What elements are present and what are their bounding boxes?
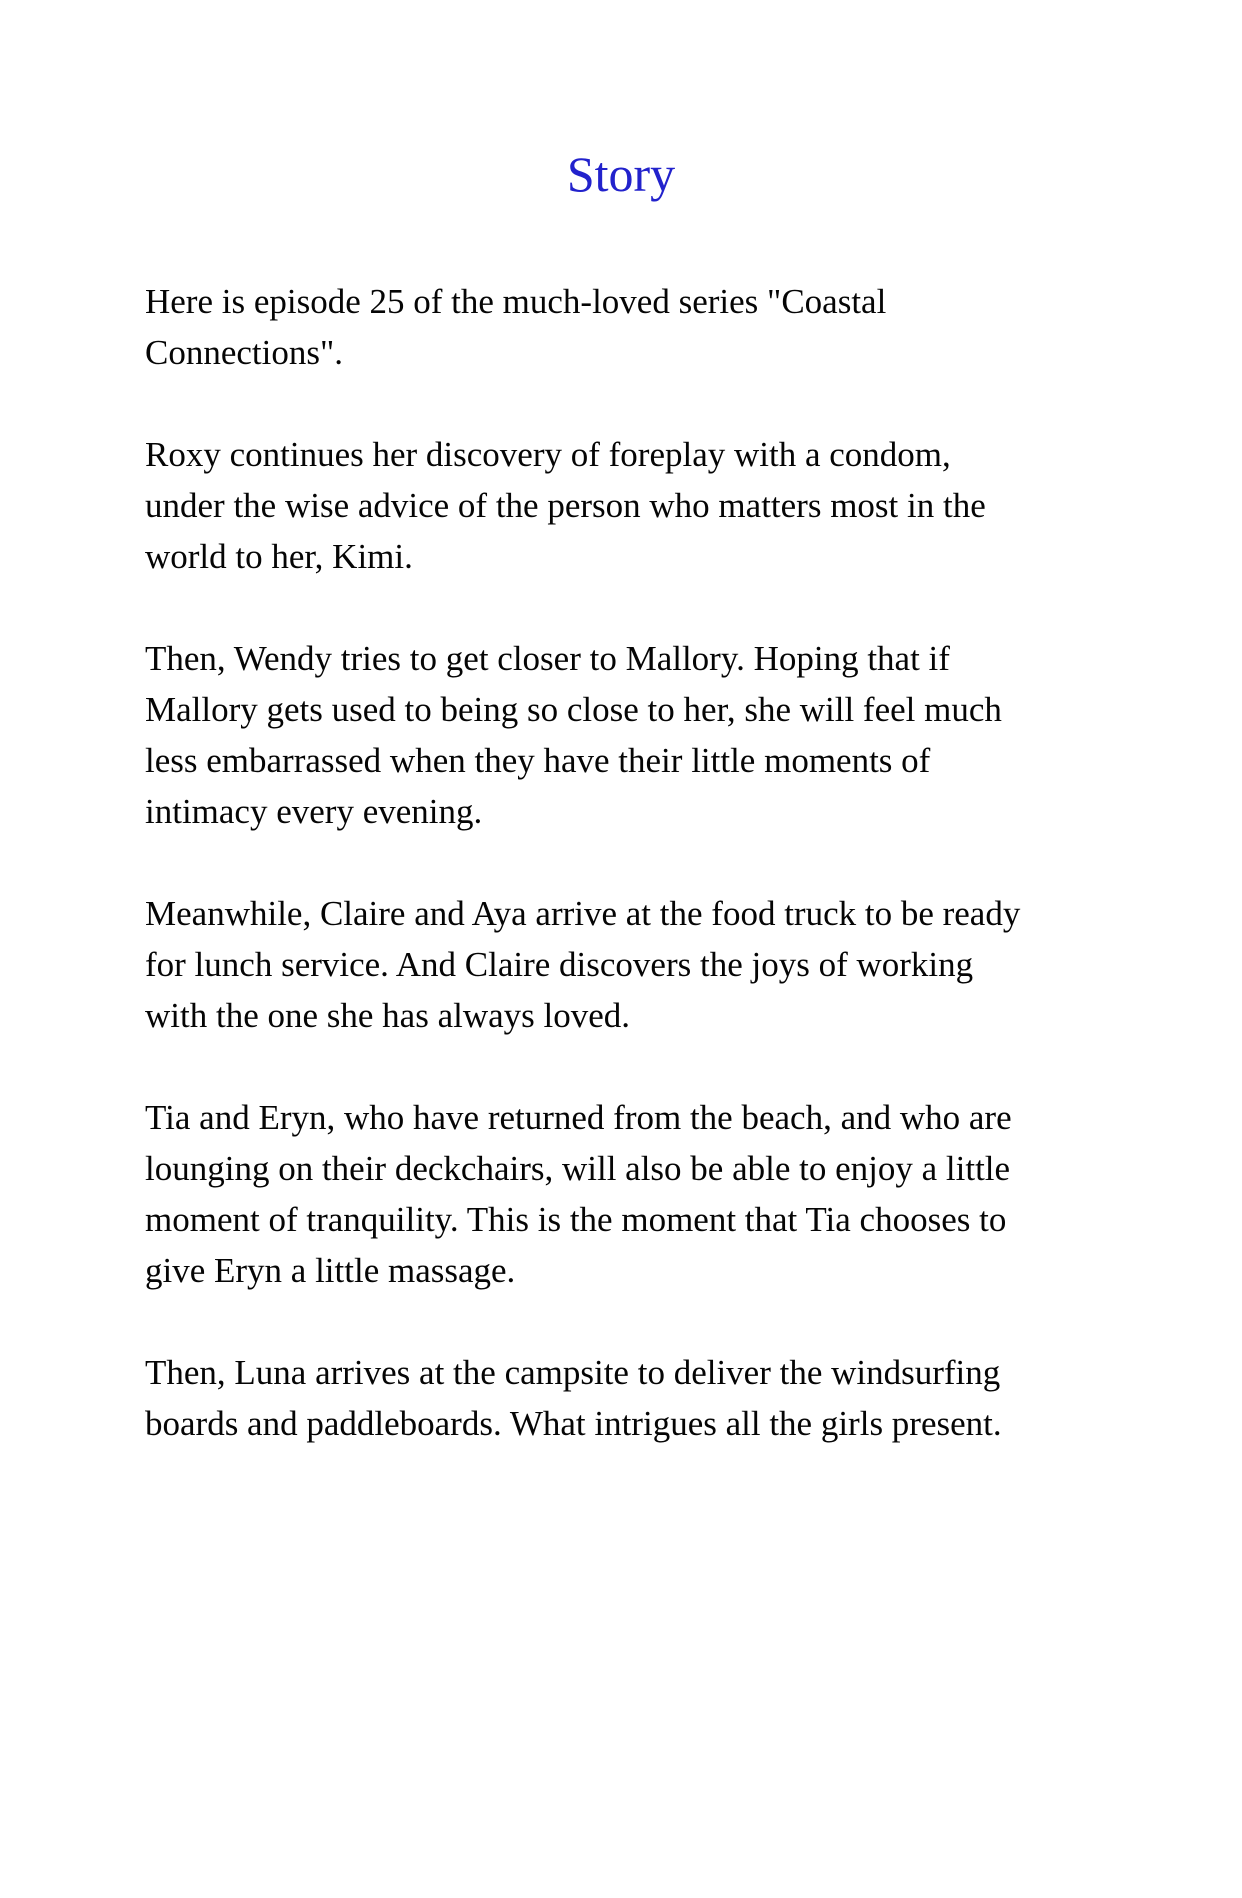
story-paragraph: [145, 429, 1205, 582]
story-paragraph: [145, 633, 1205, 837]
text-line: less embarrassed when they have their little moments of: [145, 741, 931, 780]
text-line: Connections".: [145, 333, 344, 372]
text-line: Tia and Eryn, who have returned from the beach, and who are: [145, 1098, 1012, 1137]
text-line: Meanwhile, Claire and Aya arrive at the food truck to be ready: [145, 894, 1021, 933]
text-line: intimacy every evening.: [145, 792, 483, 831]
document-page: [0, 144, 1242, 1898]
story-paragraph: [145, 276, 1205, 378]
page-title: Story: [566, 146, 676, 202]
story-paragraph: [145, 1092, 1205, 1296]
text-line: boards and paddleboards. What intrigues all the girls present.: [145, 1404, 1002, 1443]
text-line: Here is episode 25 of the much-loved series "Coastal: [145, 282, 887, 321]
text-line: for lunch service. And Claire discovers the joys of working: [145, 945, 974, 984]
text-line: moment of tranquility. This is the moment that Tia chooses to: [145, 1200, 1007, 1239]
text-line: Then, Wendy tries to get closer to Mallory. Hoping that if: [145, 639, 950, 678]
text-line: Mallory gets used to being so close to her, she will feel much: [145, 690, 1002, 729]
text-line: Roxy continues her discovery of foreplay with a condom,: [145, 435, 951, 474]
text-line: under the wise advice of the person who matters most in the: [145, 486, 986, 525]
story-body: [145, 276, 1205, 1449]
text-line: give Eryn a little massage.: [145, 1251, 516, 1290]
story-paragraph: [145, 1347, 1205, 1449]
text-line: with the one she has always loved.: [145, 996, 631, 1035]
text-line: lounging on their deckchairs, will also be able to enjoy a little: [145, 1149, 1011, 1188]
text-line: world to her, Kimi.: [145, 537, 413, 576]
story-paragraph: [145, 888, 1205, 1041]
text-line: Then, Luna arrives at the campsite to deliver the windsurfing: [145, 1353, 1001, 1392]
